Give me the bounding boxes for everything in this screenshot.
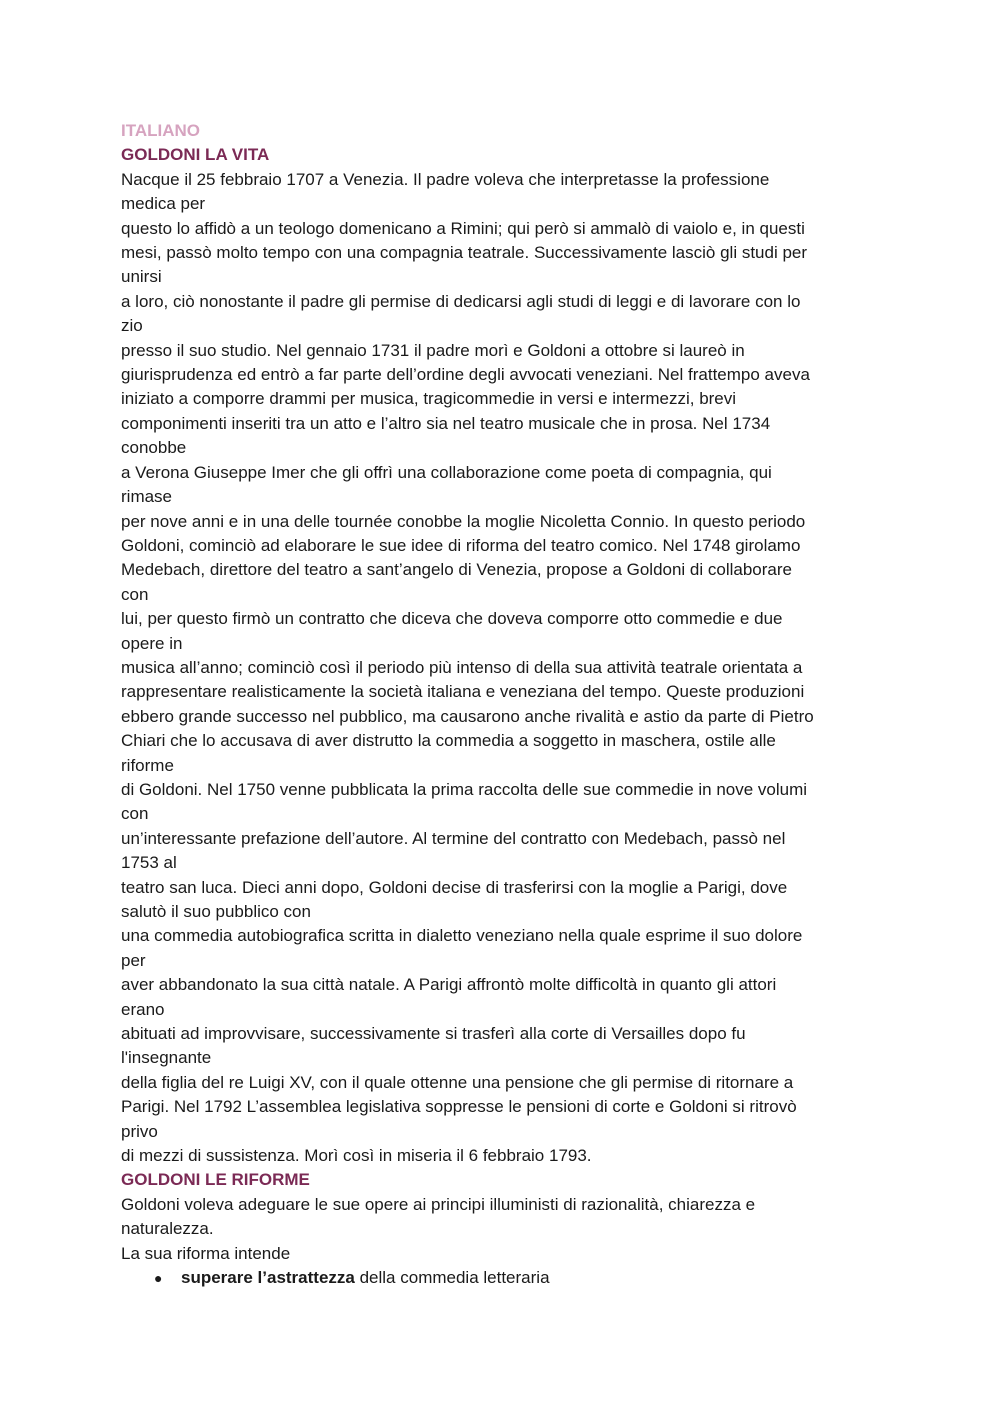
text-line: riforme (121, 755, 174, 775)
text-line: ebbero grande successo nel pubblico, ma causarono anche rivalità e astio da parte di Pietro (121, 706, 814, 726)
text-line: medica per (121, 194, 206, 214)
text-line: componimenti inseriti tra un atto e l’altro sia nel teatro musicale che in prosa. Nel 1734 (121, 413, 771, 433)
text-line: Nacque il 25 febbraio 1707 a Venezia. Il padre voleva che interpretasse la professione (121, 169, 770, 189)
text-line: conobbe (121, 438, 187, 458)
text-line: 1753 al (121, 853, 177, 873)
bullet-icon: ● (154, 1270, 163, 1287)
text-line: un’interessante prefazione dell’autore. Al termine del contratto con Medebach, passò nel (121, 828, 786, 848)
text-line: presso il suo studio. Nel gennaio 1731 il padre morì e Goldoni a ottobre si laureò in (121, 340, 745, 360)
text-line: di Goldoni. Nel 1750 venne pubblicata la prima raccolta delle sue commedie in nove volumi (121, 779, 808, 799)
text-line: Parigi. Nel 1792 L’assemblea legislativa soppresse le pensioni di corte e Goldoni si ritrovò (121, 1097, 797, 1117)
text-line: Chiari che lo accusava di aver distrutto la commedia a soggetto in maschera, ostile alle (121, 731, 776, 751)
text-line: opere in (121, 633, 183, 653)
section-heading-life: GOLDONI LA VITA (121, 145, 270, 165)
text-line: rimase (121, 487, 173, 507)
section-heading-reforms: GOLDONI LE RIFORME (121, 1170, 310, 1190)
text-line: erano (121, 999, 165, 1019)
text-line: per nove anni e in una delle tournée conobbe la moglie Nicoletta Connio. In questo periodo (121, 511, 806, 531)
bullet-item (121, 1266, 881, 1290)
text-line: mesi, passò molto tempo con una compagnia teatrale. Successivamente lasciò gli studi per (121, 243, 808, 263)
text-line: Medebach, direttore del teatro a sant’angelo di Venezia, propose a Goldoni di collaborare (121, 560, 792, 580)
bullet-list (121, 1266, 881, 1290)
section-body-life (121, 168, 881, 1169)
subject-label: ITALIANO (121, 121, 201, 140)
text-line: di mezzi di sussistenza. Morì così in miseria il 6 febbraio 1793. (121, 1146, 592, 1166)
text-line: rappresentare realisticamente la società italiana e veneziana del tempo. Queste produzioni (121, 682, 805, 702)
text-line: salutò il suo pubblico con (121, 902, 311, 921)
text-line: Goldoni voleva adeguare le sue opere ai principi illuministi di razionalità, chiarezza e (121, 1194, 756, 1214)
text-line: privo (121, 1121, 158, 1141)
bullet-bold-text: superare l’astrattezza (181, 1268, 355, 1288)
text-line: della figlia del re Luigi XV, con il quale ottenne una pensione che gli permise di ritornare a (121, 1072, 794, 1092)
text-line: con (121, 584, 149, 604)
text-line: con (121, 804, 149, 824)
bullet-text: della commedia letteraria (354, 1268, 550, 1288)
text-line: per (121, 950, 146, 970)
text-line: questo lo affidò a un teologo domenicano a Rimini; qui però si ammalò di vaiolo e, in questi (121, 218, 805, 238)
text-line: lui, per questo firmò un contratto che diceva che doveva comporre otto commedie e due (121, 609, 783, 629)
text-line: iniziato a comporre drammi per musica, tragicommedie in versi e intermezzi, brevi (121, 389, 737, 409)
text-line: teatro san luca. Dieci anni dopo, Goldoni decise di trasferirsi con la moglie a Parigi, dove (121, 877, 788, 897)
text-line: a loro, ciò nonostante il padre gli permise di dedicarsi agli studi di leggi e di lavorare con lo (121, 291, 801, 311)
text-line: giurisprudenza ed entrò a far parte dell’ordine degli avvocati veneziani. Nel frattempo aveva (121, 365, 810, 385)
text-line: musica all’anno; cominciò così il periodo più intenso di della sua attività teatrale orientata a (121, 657, 803, 677)
text-line: unirsi (121, 267, 162, 287)
text-line: naturalezza. (121, 1219, 214, 1239)
text-line: una commedia autobiografica scritta in dialetto veneziano nella quale esprime il suo dolore (121, 926, 803, 946)
text-line: aver abbandonato la sua città natale. A Parigi affrontò molte difficoltà in quanto gli attori (121, 975, 777, 995)
text-line: l'insegnante (121, 1048, 212, 1068)
text-line: Goldoni, cominciò ad elaborare le sue idee di riforma del teatro comico. Nel 1748 girolamo (121, 535, 801, 555)
text-line: zio (121, 316, 143, 336)
text-line: a Verona Giuseppe Imer che gli offrì una collaborazione come poeta di compagnia, qui (121, 462, 772, 482)
text-line: abituati ad improvvisare, successivamente si trasferì alla corte di Versailles dopo fu (121, 1024, 746, 1044)
text-line: La sua riforma intende (121, 1243, 291, 1263)
document-page (121, 119, 881, 1291)
section-body-reforms (121, 1193, 881, 1266)
